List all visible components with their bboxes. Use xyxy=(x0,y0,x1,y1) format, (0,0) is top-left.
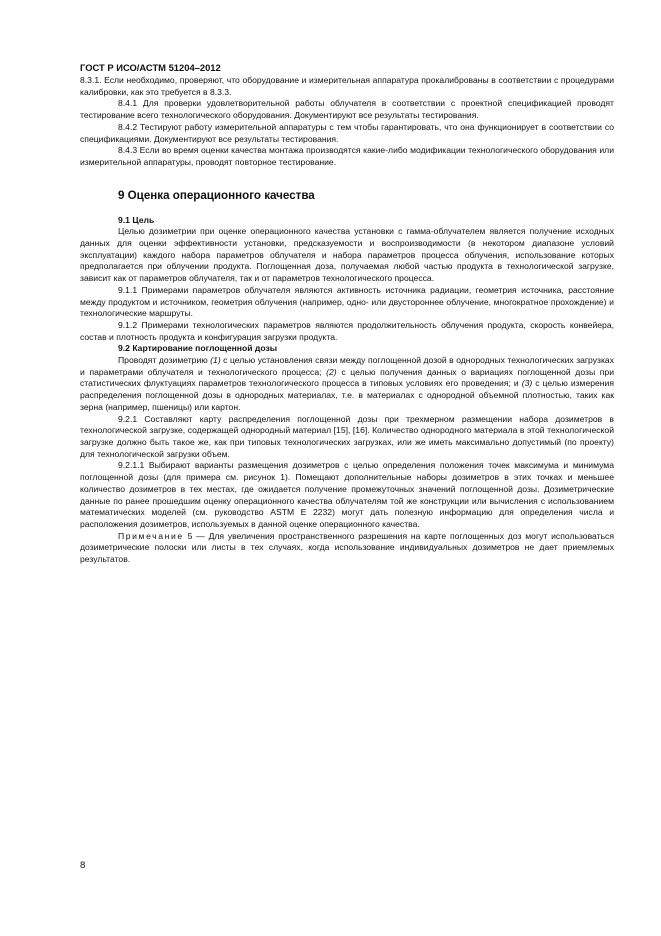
marker-1: (1) xyxy=(210,355,221,366)
paragraph-9-1-2: 9.1.2 Примерами технологических параметров являются продолжительность облучения продукта, скорость конвейера, состав и плотность продукта и конфигурация загрузки продукта. xyxy=(80,319,614,342)
note-number: 5 xyxy=(187,530,193,541)
intro-text-1: Проводят дозиметрию xyxy=(118,355,211,366)
intro-text-3: с целью получения данных о вариациях поглощенной дозы при статистических флуктуациях параметров технологического процесса в типовых условиях его проведения; и xyxy=(80,366,615,389)
paragraph-8-4-2: 8.4.2 Тестируют работу измерительной аппаратуры с тем чтобы гарантировать, что она функционирует в соответствии со спецификациями. Документируют все результаты тестирования. xyxy=(80,121,614,144)
marker-2: (2) xyxy=(326,366,337,377)
paragraph-8-4-1: 8.4.1 Для проверки удовлетворительной работы облучателя в соответствии с проектной спецификацией проводят тестирование всего технологического оборудования. Документируют все результаты тестирования. xyxy=(80,98,614,121)
note-5 xyxy=(80,531,614,566)
subsection-9-1-title: 9.1 Цель xyxy=(118,214,155,225)
intro-text-4: с целью измерения распределения поглощенной дозы в однородных материалах, т.е. в материалах с однородной объемной плотностью, таких как зерна (например, пшеницы) или картон. xyxy=(80,378,615,412)
document-page xyxy=(80,62,614,566)
note-text: — Для увеличения пространственного разрешения на карте поглощенных доз могут использоваться дозиметрические полоски или листы в тех случаях, когда использование индивидуальных дозиметров не дает приемлемых результатов. xyxy=(80,530,615,565)
paragraph-9-2-1: 9.2.1 Составляют карту распределения поглощенной дозы при трехмерном размещении набора дозиметров в технологической загрузке, содержащей однородный материал [15], [16]. Количество однородного материала в этой технологической загрузке должно быть такое же, как при типовых технологических загрузках, или же иметь максимально допустимый (по проекту) для технологической загрузки объем. xyxy=(80,413,614,459)
paragraph-8-4-3: 8.4.3 Если во время оценки качества монтажа производятся какие-либо модификации технологического оборудования или измерительной аппаратуры, проводят повторное тестирование. xyxy=(80,145,614,167)
note-label: Примечание xyxy=(118,530,184,541)
paragraph-9-2 xyxy=(80,355,614,414)
paragraph-8-3-1: 8.3.1. Если необходимо, проверяют, что оборудование и измерительная аппаратура прокалиброваны в соответствии с процедурами калибровки, как это требуется в 8.3.3. xyxy=(80,75,614,97)
page-number: 8 xyxy=(80,860,86,871)
paragraph-9-2-1-1: 9.2.1.1 Выбирают варианты размещения дозиметров с целью определения положения точек максимума и минимума поглощенной дозы (для примера см. рисунок 1). Помещают дополнительные наборы дозиметров в этих точках и меньшее количество дозиметров в тех местах, где ожидается получение промежуточных значений поглощенной дозы. Дозиметрические данные по ранее прошедшим оценку операционного качества облучателям той же конструкции или вычисления с использованием математических моделей (см. руководство ASTM E 2232) могут дать полезную информацию для определения числа и расположения дозиметров, используемых в данной оценке операционного качества. xyxy=(80,460,614,529)
section-title: 9 Оценка операционного качества xyxy=(118,188,315,202)
document-header: ГОСТ Р ИСО/АСТМ 51204–2012 xyxy=(80,62,221,73)
marker-3: (3) xyxy=(521,378,533,389)
intro-text-2: с целью установления связи между поглощенной дозой в однородных технологических загрузках и параметрами облучателя и технологического процесса; xyxy=(80,355,614,377)
paragraph-9-1-1: 9.1.1 Примерами параметров облучателя являются активность источника радиации, геометрия источника, расстояние между продуктом и источником, геометрия облучения (например, одно- или двустороннее облучение, многократное прохождение) и технологические маршруты. xyxy=(80,284,614,319)
paragraph-9-1: Целью дозиметрии при оценке операционного качества установки с гамма-облучателем является получение исходных данных для оценки эффективности установки, предсказуемости и воспроизводимости (в некотором диапазоне условий эксплуатации) каждого набора параметров облучателя и набора параметров процесса облучения, использование которых предполагается при облучении продукта. Поглощенная доза, получаемая любой частью продукта в технологической загрузке, зависит как от параметров облучателя, так и от параметров технологического процесса. xyxy=(80,226,614,284)
subsection-9-2-title: 9.2 Картирование поглощенной дозы xyxy=(118,343,278,354)
